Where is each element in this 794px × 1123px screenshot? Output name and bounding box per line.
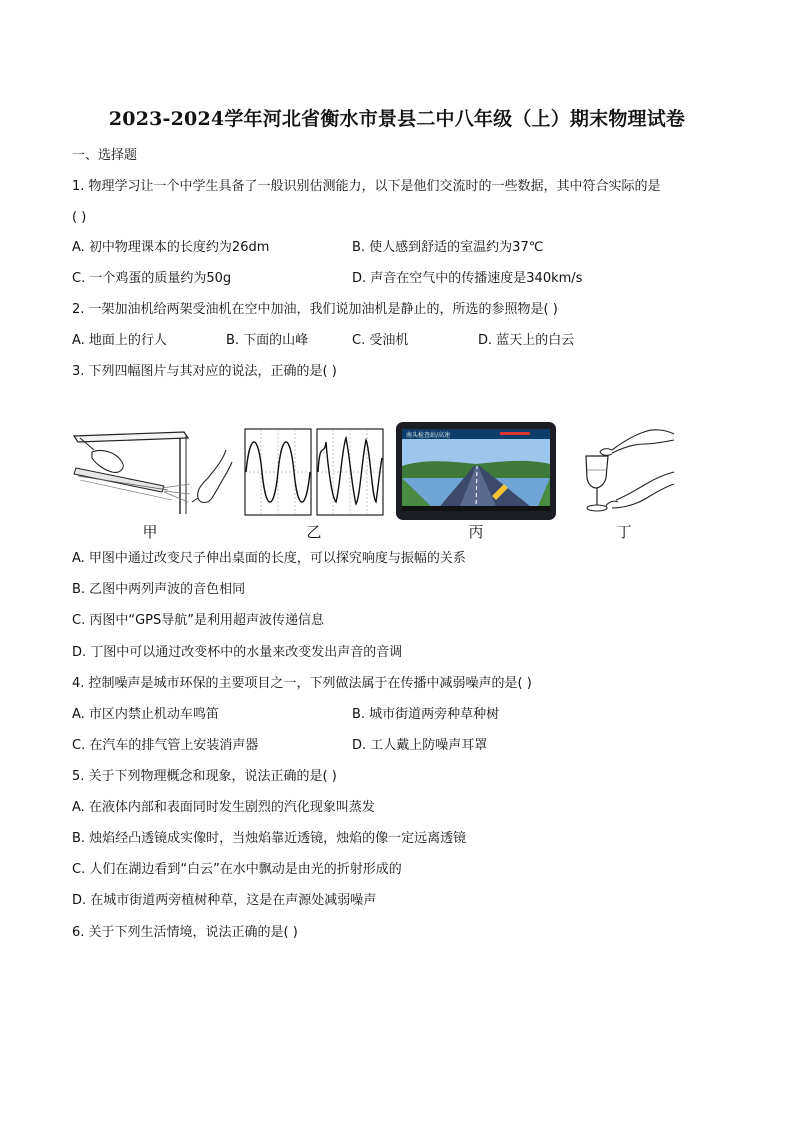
question-4-stem: 4. 控制噪声是城市环保的主要项目之一，下列做法属于在传播中减弱噪声的是( )	[72, 676, 532, 691]
q3-option-b: B. 乙图中两列声波的音色相同	[72, 582, 246, 597]
q1-option-a: A. 初中物理课本的长度约为26dm	[72, 240, 270, 255]
figure-yi-waveforms-image	[244, 428, 384, 518]
q5-option-b: B. 烛焰经凸透镜成实像时，当烛焰靠近透镜，烛焰的像一定远离透镜	[72, 831, 467, 846]
q2-option-b: B. 下面的山峰	[226, 333, 309, 348]
figure-label-jia: 甲	[142, 523, 158, 541]
q4-option-d: D. 工人戴上防噪声耳罩	[352, 738, 488, 753]
section-heading: 一、选择题	[72, 148, 138, 163]
q1-option-d: D. 声音在空气中的传播速度是340km/s	[352, 271, 583, 286]
page-title: 2023-2024学年河北省衡水市景县二中八年级（上）期末物理试卷	[108, 108, 686, 130]
question-2-stem: 2. 一架加油机给两架受油机在空中加油，我们说加油机是静止的，所选的参照物是( )	[72, 302, 558, 317]
q1-option-c: C. 一个鸡蛋的质量约为50g	[72, 271, 232, 286]
figure-ding-wine-glass-image	[572, 426, 676, 518]
q2-option-c: C. 受油机	[352, 333, 409, 348]
q3-option-d: D. 丁图中可以通过改变杯中的水量来改变发出声音的音调	[72, 645, 403, 660]
q3-option-c: C. 丙图中“GPS导航”是利用超声波传递信息	[72, 613, 324, 628]
q1-option-b: B. 使人感到舒适的室温约为37℃	[352, 240, 544, 255]
figure-label-ding: 丁	[616, 523, 632, 541]
figure-jia-ruler-image	[72, 428, 192, 518]
question-3-stem: 3. 下列四幅图片与其对应的说法，正确的是( )	[72, 364, 337, 379]
q5-option-d: D. 在城市街道两旁植树种草，这是在声源处减弱噪声	[72, 893, 377, 908]
q3-option-a: A. 甲图中通过改变尺子伸出桌面的长度，可以探究响度与振幅的关系	[72, 551, 466, 566]
question-1-bracket: ( )	[72, 210, 87, 225]
figure-jia-hand-icon	[188, 448, 234, 506]
question-5-stem: 5. 关于下列物理概念和现象，说法正确的是( )	[72, 769, 337, 784]
figure-bing-gps-navigator-image	[396, 422, 556, 520]
q2-option-d: D. 蓝天上的白云	[478, 333, 575, 348]
q2-option-a: A. 地面上的行人	[72, 333, 167, 348]
q4-option-c: C. 在汽车的排气管上安装消声器	[72, 738, 259, 753]
question-1-stem: 1. 物理学习让一个中学生具备了一般识别估测能力，以下是他们交流时的一些数据，其中符合实际的是	[72, 179, 661, 194]
gps-screen-text: 南头检查站/高速	[406, 432, 451, 439]
q5-option-a: A. 在液体内部和表面同时发生剧烈的汽化现象叫蒸发	[72, 800, 375, 815]
q5-option-c: C. 人们在湖边看到“白云”在水中飘动是由光的折射形成的	[72, 862, 402, 877]
figure-label-yi: 乙	[306, 523, 322, 541]
q4-option-b: B. 城市街道两旁种草种树	[352, 707, 500, 722]
question-6-stem: 6. 关于下列生活情境，说法正确的是( )	[72, 925, 298, 940]
figure-label-bing: 丙	[468, 523, 484, 541]
q4-option-a: A. 市区内禁止机动车鸣笛	[72, 707, 219, 722]
